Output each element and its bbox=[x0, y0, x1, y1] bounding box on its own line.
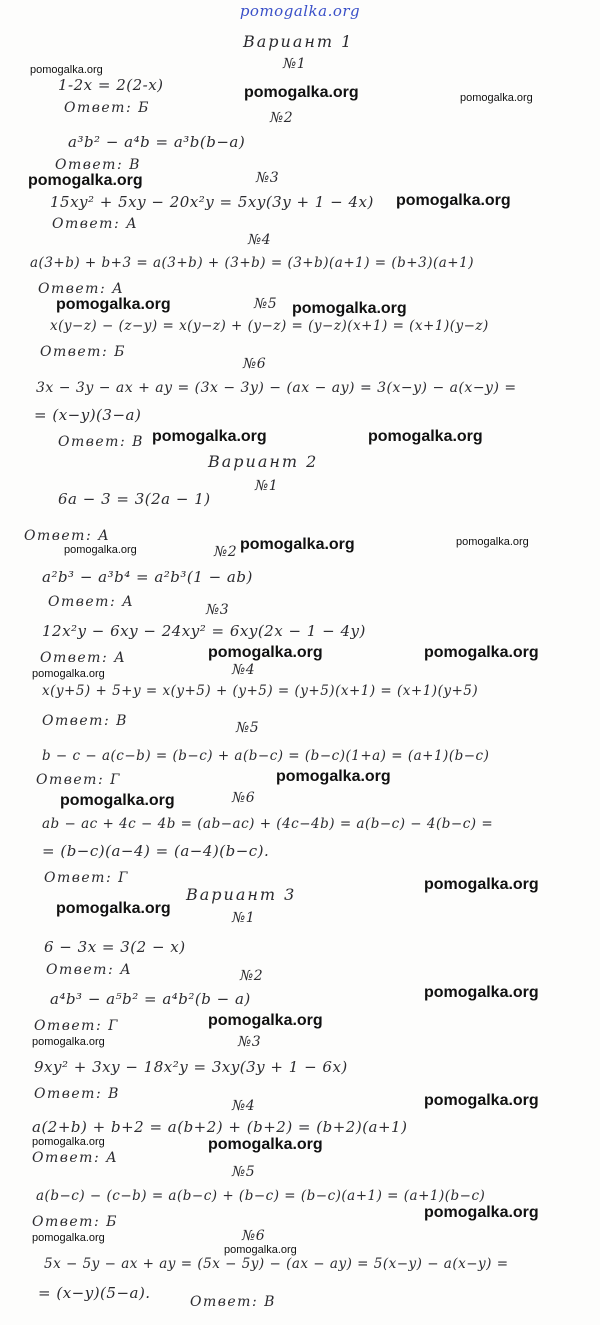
v1-task3-answer: Ответ: А bbox=[52, 216, 139, 232]
watermark: pomogalka.org bbox=[32, 1136, 105, 1148]
v1-task5-line1: x(y−z) − (z−y) = x(y−z) + (y−z) = (y−z)(x+1) = (x+1)(y−z) bbox=[50, 318, 489, 334]
v1-task4-line1: a(3+b) + b+3 = a(3+b) + (3+b) = (3+b)(a+1) = (b+3)(a+1) bbox=[30, 255, 474, 271]
v3-task5-line1: a(b−c) − (c−b) = a(b−c) + (b−c) = (b−c)(a+1) = (a+1)(b−c) bbox=[36, 1188, 486, 1204]
v2-task5-number: №5 bbox=[236, 720, 260, 736]
v2-task6-answer: Ответ: Г bbox=[44, 870, 129, 886]
watermark: pomogalka.org bbox=[32, 1232, 105, 1244]
v1-task6-line1: 3x − 3y − ax + ay = (3x − 3y) − (ax − ay) = 3(x−y) − a(x−y) = bbox=[36, 380, 517, 396]
watermark: pomogalka.org bbox=[152, 428, 267, 445]
v1-task5-answer: Ответ: Б bbox=[40, 344, 126, 360]
v2-task2-number: №2 bbox=[214, 544, 238, 560]
v1-task3-line1: 15xy² + 5xy − 20x²y = 5xy(3y + 1 − 4x) bbox=[50, 193, 374, 211]
v2-task3-answer: Ответ: А bbox=[40, 650, 127, 666]
v3-task1-answer: Ответ: А bbox=[46, 962, 133, 978]
v2-task2-answer: Ответ: А bbox=[48, 594, 135, 610]
v3-task3-line1: 9xy² + 3xy − 18x²y = 3xy(3y + 1 − 6x) bbox=[34, 1058, 348, 1076]
v1-task6-answer: Ответ: В bbox=[58, 434, 144, 450]
watermark: pomogalka.org bbox=[396, 192, 511, 209]
v2-task1-answer: Ответ: А bbox=[24, 528, 111, 544]
v1-task1-number: №1 bbox=[283, 56, 307, 72]
v2-task5-answer: Ответ: Г bbox=[36, 772, 121, 788]
watermark: pomogalka.org bbox=[208, 644, 323, 661]
watermark: pomogalka.org bbox=[32, 668, 105, 680]
v2-task3-line1: 12x²y − 6xy − 24xy² = 6xy(2x − 1 − 4y) bbox=[42, 622, 366, 640]
v1-task1-line1: 1-2x = 2(2-x) bbox=[58, 76, 164, 94]
variant3-title: Вариант 3 bbox=[186, 885, 297, 904]
watermark: pomogalka.org bbox=[240, 536, 355, 553]
watermark: pomogalka.org bbox=[208, 1012, 323, 1029]
watermark: pomogalka.org bbox=[60, 792, 175, 809]
v2-task4-line1: x(y+5) + 5+y = x(y+5) + (y+5) = (y+5)(x+1) = (x+1)(y+5) bbox=[42, 683, 479, 699]
watermark: pomogalka.org bbox=[292, 300, 407, 317]
watermark: pomogalka.org bbox=[424, 1092, 539, 1109]
v3-task4-answer: Ответ: А bbox=[32, 1150, 119, 1166]
watermark: pomogalka.org bbox=[424, 644, 539, 661]
v2-task1-line1: 6a − 3 = 3(2a − 1) bbox=[58, 490, 211, 508]
v2-task6-number: №6 bbox=[232, 790, 256, 806]
v3-task3-answer: Ответ: В bbox=[34, 1086, 120, 1102]
v3-task2-number: №2 bbox=[240, 968, 264, 984]
v1-task5-number: №5 bbox=[254, 296, 278, 312]
v3-task6-answer: Ответ: В bbox=[190, 1294, 276, 1310]
v1-task1-answer: Ответ: Б bbox=[64, 100, 150, 116]
v1-task2-answer: Ответ: В bbox=[55, 157, 141, 173]
v1-task6-number: №6 bbox=[243, 356, 267, 372]
watermark: pomogalka.org bbox=[30, 64, 103, 76]
v3-task1-line1: 6 − 3x = 3(2 − x) bbox=[44, 938, 186, 956]
variant2-title: Вариант 2 bbox=[208, 452, 319, 471]
v2-task4-answer: Ответ: В bbox=[42, 713, 128, 729]
site-header[interactable]: pomogalka.org bbox=[239, 2, 361, 20]
v3-task5-number: №5 bbox=[232, 1164, 256, 1180]
watermark: pomogalka.org bbox=[244, 84, 359, 101]
watermark: pomogalka.org bbox=[276, 768, 391, 785]
v3-task3-number: №3 bbox=[238, 1034, 262, 1050]
watermark: pomogalka.org bbox=[56, 296, 171, 313]
v1-task3-number: №3 bbox=[256, 170, 280, 186]
watermark: pomogalka.org bbox=[208, 1136, 323, 1153]
v2-task2-line1: a²b³ − a³b⁴ = a²b³(1 − ab) bbox=[42, 568, 253, 586]
v2-task4-number: №4 bbox=[232, 662, 256, 678]
watermark: pomogalka.org bbox=[368, 428, 483, 445]
v3-task4-line1: a(2+b) + b+2 = a(b+2) + (b+2) = (b+2)(a+1) bbox=[32, 1118, 408, 1136]
v1-task6-line2: = (x−y)(3−a) bbox=[34, 406, 142, 424]
watermark: pomogalka.org bbox=[424, 1204, 539, 1221]
v3-task5-answer: Ответ: Б bbox=[32, 1214, 118, 1230]
v2-task6-line2: = (b−c)(a−4) = (a−4)(b−c). bbox=[42, 842, 270, 860]
v3-task1-number: №1 bbox=[232, 910, 256, 926]
variant1-title: Вариант 1 bbox=[243, 32, 354, 51]
v3-task6-number: №6 bbox=[242, 1228, 266, 1244]
watermark: pomogalka.org bbox=[460, 92, 533, 104]
v3-task6-line2: = (x−y)(5−a). bbox=[38, 1284, 151, 1302]
watermark: pomogalka.org bbox=[32, 1036, 105, 1048]
watermark: pomogalka.org bbox=[64, 544, 137, 556]
v3-task6-line1: 5x − 5y − ax + ay = (5x − 5y) − (ax − ay) = 5(x−y) − a(x−y) = bbox=[44, 1256, 509, 1272]
v2-task1-number: №1 bbox=[255, 478, 279, 494]
v1-task2-line1: a³b² − a⁴b = a³b(b−a) bbox=[68, 133, 246, 151]
v1-task4-number: №4 bbox=[248, 232, 272, 248]
watermark: pomogalka.org bbox=[56, 900, 171, 917]
v3-task2-line1: a⁴b³ − a⁵b² = a⁴b²(b − a) bbox=[50, 990, 251, 1008]
watermark: pomogalka.org bbox=[424, 876, 539, 893]
watermark: pomogalka.org bbox=[424, 984, 539, 1001]
v1-task4-answer: Ответ: А bbox=[38, 281, 125, 297]
v1-task2-number: №2 bbox=[270, 110, 294, 126]
watermark: pomogalka.org bbox=[28, 172, 143, 189]
v3-task2-answer: Ответ: Г bbox=[34, 1018, 119, 1034]
v2-task3-number: №3 bbox=[206, 602, 230, 618]
v2-task5-line1: b − c − a(c−b) = (b−c) + a(b−c) = (b−c)(1+a) = (a+1)(b−c) bbox=[42, 748, 490, 764]
watermark: pomogalka.org bbox=[456, 536, 529, 548]
watermark: pomogalka.org bbox=[224, 1244, 297, 1256]
v2-task6-line1: ab − ac + 4c − 4b = (ab−ac) + (4c−4b) = a(b−c) − 4(b−c) = bbox=[42, 816, 494, 832]
v3-task4-number: №4 bbox=[232, 1098, 256, 1114]
